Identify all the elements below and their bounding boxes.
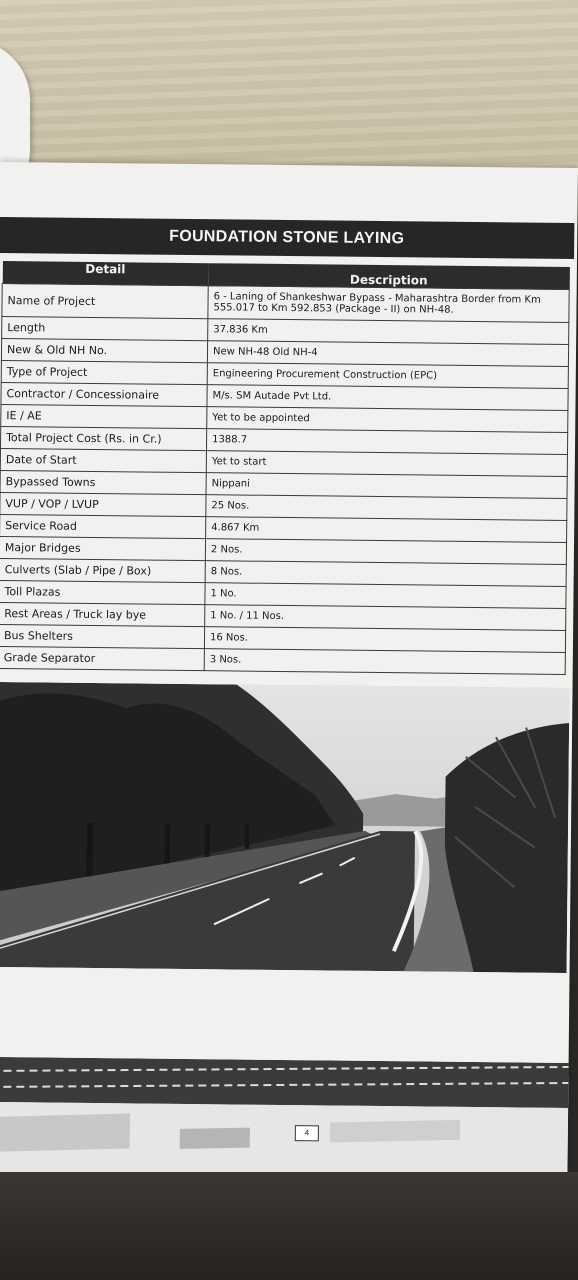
- row-value: Engineering Procurement Construction (EPC): [207, 363, 568, 389]
- desk-surface-top: [0, 0, 578, 175]
- row-label: Toll Plazas: [0, 581, 205, 605]
- row-label: Bus Shelters: [0, 625, 205, 649]
- row-value: New NH-48 Old NH-4: [207, 341, 568, 367]
- row-value: 1388.7: [206, 429, 567, 455]
- project-details-table: [0, 261, 570, 675]
- page-number: 4: [295, 1125, 319, 1141]
- row-label: Service Road: [0, 515, 206, 539]
- row-value: Yet to be appointed: [207, 407, 568, 433]
- row-value: 1 No. / 11 Nos.: [205, 605, 566, 631]
- decorative-road-footer: [0, 1057, 569, 1178]
- page-title: FOUNDATION STONE LAYING: [0, 217, 574, 259]
- row-value: 6 - Laning of Shankeshwar Bypass - Maharashtra Border from Km 555.017 to Km 592.853 (Package - II) on NH-48.: [208, 286, 569, 323]
- row-label: Bypassed Towns: [0, 471, 206, 495]
- row-label: Culverts (Slab / Pipe / Box): [0, 559, 205, 583]
- row-label: Length: [2, 317, 208, 341]
- row-label: New & Old NH No.: [1, 339, 207, 363]
- header-description: Description: [208, 263, 569, 289]
- table-row: [0, 647, 565, 675]
- row-value: 8 Nos.: [205, 561, 566, 587]
- row-label: Contractor / Concessionaire: [1, 383, 207, 407]
- highway-photo: [0, 682, 570, 973]
- row-label: Name of Project: [2, 284, 208, 319]
- desk-surface-bottom: [0, 1172, 578, 1280]
- row-value: 37.836 Km: [208, 319, 569, 345]
- row-value: Nippani: [206, 473, 567, 499]
- row-label: IE / AE: [1, 405, 207, 429]
- document-page: [0, 162, 578, 1178]
- row-value: 1 No.: [205, 583, 566, 609]
- row-label: Type of Project: [1, 361, 207, 385]
- row-label: Rest Areas / Truck lay bye: [0, 603, 205, 627]
- row-value: 4.867 Km: [206, 517, 567, 543]
- row-value: 3 Nos.: [204, 649, 565, 675]
- row-label: Date of Start: [0, 449, 206, 473]
- row-label: Grade Separator: [0, 647, 204, 671]
- row-label: Major Bridges: [0, 537, 206, 561]
- row-label: Total Project Cost (Rs. in Cr.): [0, 427, 206, 451]
- header-detail: Detail: [2, 261, 208, 286]
- row-value: M/s. SM Autade Pvt Ltd.: [207, 385, 568, 411]
- row-label: VUP / VOP / LVUP: [0, 493, 206, 517]
- row-value: Yet to start: [206, 451, 567, 477]
- row-value: 16 Nos.: [204, 627, 565, 653]
- row-value: 2 Nos.: [205, 539, 566, 565]
- row-value: 25 Nos.: [206, 495, 567, 521]
